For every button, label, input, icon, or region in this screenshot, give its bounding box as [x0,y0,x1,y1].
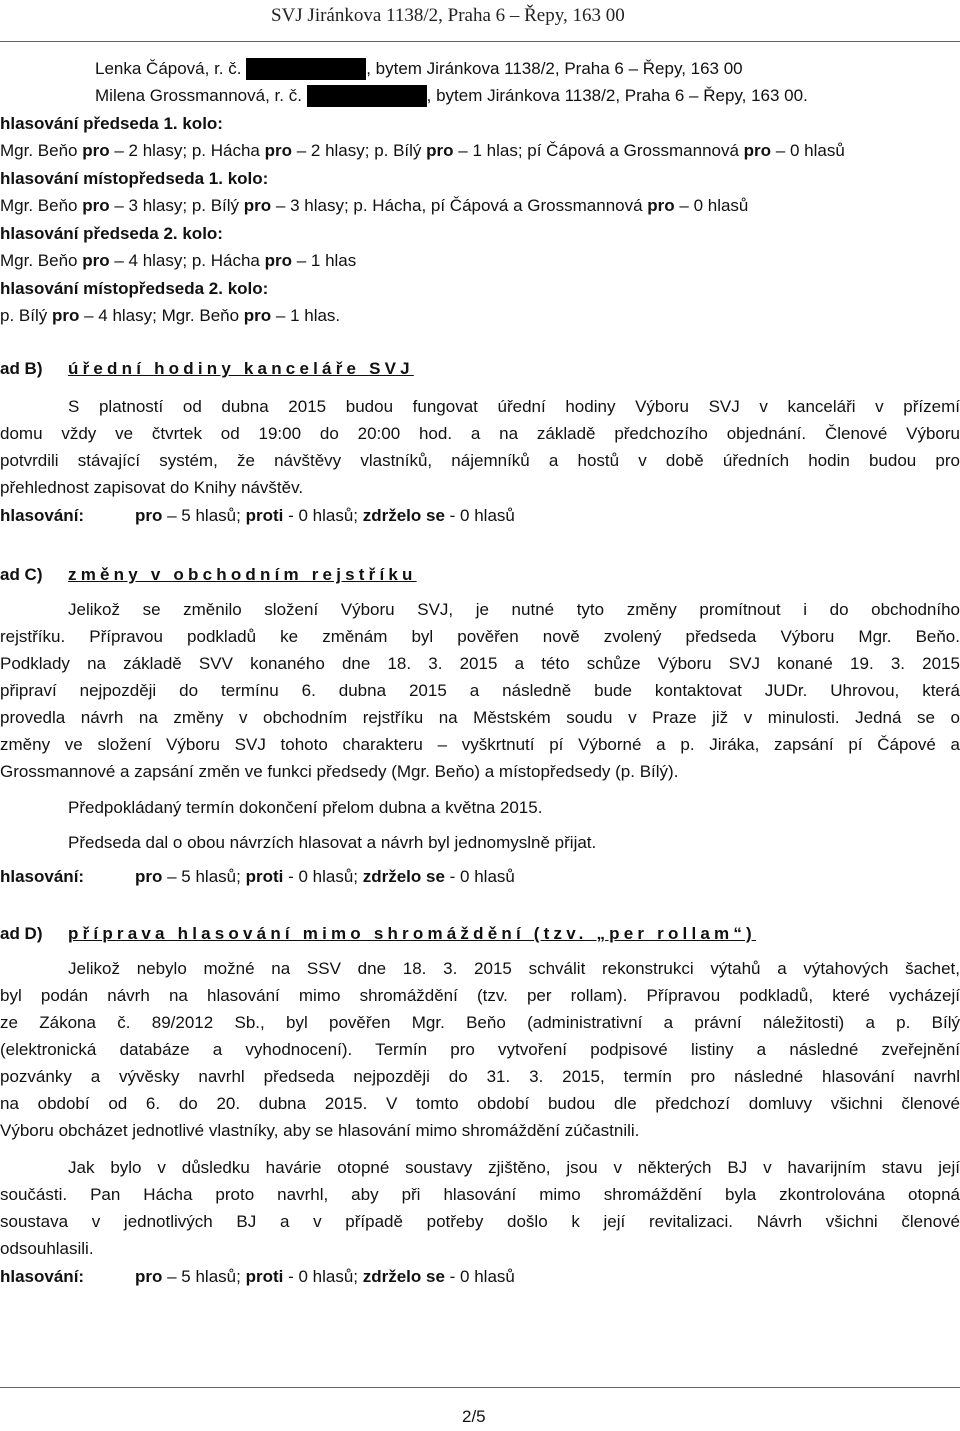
page-number: 2/5 [462,1407,486,1426]
section-b-line-2: domu vždy ve čtvrtek od 19:00 do 20:00 hod. a na základě předchozího objednání. Členové Výboru [0,424,960,443]
vote-heading-vice-2: hlasování místopředseda 2. kolo: [0,279,269,298]
section-d-line-7: Výboru obcházet jednotlivé vlastníky, aby se hlasování mimo shromáždění zúčastnili. [0,1121,640,1140]
section-d-title: příprava hlasování mimo shromáždění (tzv. „per rollam“) [68,924,756,943]
vote-line-vice-1: Mgr. Beňo pro – 3 hlasy; p. Bílý pro – 3 hlasy; p. Hácha, pí Čápová a Grossmannová pro – 0 hlasů [0,196,749,215]
section-d-line-1: Jelikož nebylo možné na SSV dne 18. 3. 2015 schválit rekonstrukci výtahů a výtahových šachet, [68,959,960,978]
section-c-line-5: provedla návrh na změny v obchodním rejstříku na Městském soudu v Praze již v minulosti. Jedná se o [0,708,960,727]
section-d-p2-line-3: soustava v jednotlivých BJ a v případě potřeby došlo k její revitalizaci. Návrh všichni členové [0,1212,960,1231]
vote-result-b: hlasování: pro – 5 hlasů; proti - 0 hlasů; zdrželo se - 0 hlasů [0,506,515,525]
vote-line-vice-2: p. Bílý pro – 4 hlasy; Mgr. Beňo pro – 1 hlas. [0,306,341,325]
redacted-block [307,85,427,107]
member-2-name: Milena Grossmannová, r. č. [95,86,307,105]
section-d-p2-line-2: součásti. Pan Hácha proto navrhl, aby při hlasování mimo shromáždění byla zkontrolována otopná [0,1185,960,1204]
vote-heading-chair-2: hlasování předseda 2. kolo: [0,224,223,243]
section-c-term: Předpokládaný termín dokončení přelom dubna a května 2015. [68,798,543,817]
footer-rule [0,1387,960,1388]
member-2-address: , bytem Jiránkova 1138/2, Praha 6 – Řepy, 163 00. [426,86,808,105]
vote-line-chair-1: Mgr. Beňo pro – 2 hlasy; p. Hácha pro – 2 hlasy; p. Bílý pro – 1 hlas; pí Čápová a Grossmannová pro – 0 hlasů [0,141,845,160]
section-d-heading [0,923,960,945]
member-line-1 [95,58,743,80]
header-rule [0,41,960,42]
section-d-p2-line-1: Jak bylo v důsledku havárie otopné soustavy zjištěno, jsou v některých BJ v havarijním stavu její [68,1158,960,1177]
vote-result-d: hlasování: pro – 5 hlasů; proti - 0 hlasů; zdrželo se - 0 hlasů [0,1267,515,1286]
redacted-block [246,58,366,80]
section-b-line-3: potvrdili stávající systém, že návštěvy vlastníků, nájemníků a hostů v době úředních hodin budou pro [0,451,960,470]
section-c-line-3: Podklady na základě SVV konaného dne 18. 3. 2015 a této schůze Výboru SVJ konané 19. 3. 2015 [0,654,960,673]
page-header-title: SVJ Jiránkova 1138/2, Praha 6 – Řepy, 163 00 [271,5,625,26]
section-b-heading [0,358,960,380]
section-c-line-1: Jelikož se změnilo složení Výboru SVJ, je nutné tyto změny promítnout i do obchodního [68,600,960,619]
section-c-line-7: Grossmannové a zapsání změn ve funkci předsedy (Mgr. Beňo) a místopředsedy (p. Bílý). [0,762,679,781]
section-c-heading [0,564,960,586]
section-d-line-5: pozvánky a vývěsky navrhl předseda nejpozději do 31. 3. 2015, termín pro následné hlasování navrhl [0,1067,960,1086]
section-c-line-2: rejstříku. Přípravou podkladů ke změnám byl pověřen nově zvolený předseda Výboru Mgr. Beňo. [0,627,960,646]
section-b-label: ad B) [0,359,43,378]
section-c-label: ad C) [0,565,43,584]
vote-heading-vice-1: hlasování místopředseda 1. kolo: [0,169,269,188]
vote-line-chair-2: Mgr. Beňo pro – 4 hlasy; p. Hácha pro – 1 hlas [0,251,357,270]
member-1-name: Lenka Čápová, r. č. [95,59,247,78]
member-1-address: , bytem Jiránkova 1138/2, Praha 6 – Řepy, 163 00 [366,59,743,78]
member-line-2 [95,85,808,107]
section-b-title: úřední hodiny kanceláře SVJ [68,359,414,378]
section-c-line-4: připraví nejpozději do termínu 6. dubna 2015 a následně bude kontaktovat JUDr. Uhrovou, která [0,681,960,700]
section-d-line-3: ze Zákona č. 89/2012 Sb., byl pověřen Mgr. Beňo (administrativní a právní náležitosti) a p. Bílý [0,1013,960,1032]
vote-heading-chair-1: hlasování předseda 1. kolo: [0,114,223,133]
section-d-label: ad D) [0,924,43,943]
section-d-line-4: (elektronická databáze a vyhodnocení). Termín pro vytvoření podpisové listiny a následné zveřejnění [0,1040,960,1059]
section-c-line-6: změny ve složení Výboru SVJ tohoto charakteru – vyškrtnutí pí Výborné a p. Jiráka, zapsání pí Čápové a [0,735,960,754]
vote-result-c: hlasování: pro – 5 hlasů; proti - 0 hlasů; zdrželo se - 0 hlasů [0,867,515,886]
section-c-title: změny v obchodním rejstříku [68,565,417,584]
section-c-approval: Předseda dal o obou návrzích hlasovat a návrh byl jednomyslně přijat. [68,833,597,852]
section-d-line-2: byl podán návrh na hlasování mimo shromáždění (tzv. per rollam). Přípravou podkladů, které vycházejí [0,986,960,1005]
section-d-p2-line-4: odsouhlasili. [0,1239,94,1258]
section-b-line-1: S platností od dubna 2015 budou fungovat úřední hodiny Výboru SVJ v kanceláři v přízemí [68,397,960,416]
section-d-line-6: na období od 6. do 20. dubna 2015. V tomto období budou dle předchozí domluvy všichni členové [0,1094,960,1113]
section-b-line-4: přehlednost zapisovat do Knihy návštěv. [0,478,304,497]
